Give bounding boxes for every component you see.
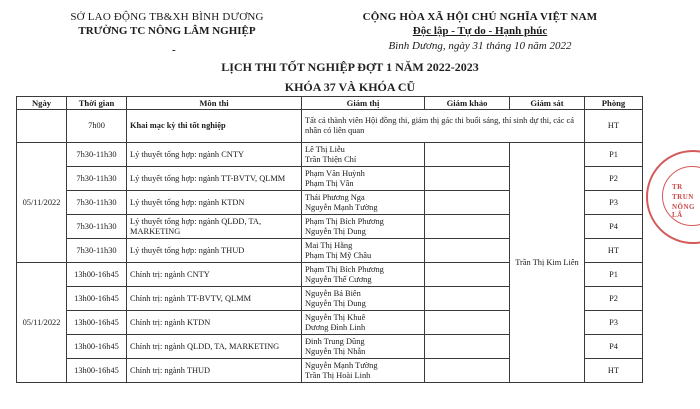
subject-cell: Chính trị: ngành TT-BVTV, QLMM [127, 287, 302, 311]
subject-cell: Lý thuyết tổng hợp: ngành KTDN [127, 191, 302, 215]
motto: Độc lập - Tự do - Hạnh phúc [412, 25, 548, 37]
invigilator-name: Nguyễn Thế Cương [305, 274, 372, 284]
header-right [330, 10, 630, 53]
room-cell: HT [585, 359, 643, 383]
invigilator-name: Phạm Văn Huỳnh [305, 168, 365, 178]
stamp-text: TRUN [672, 193, 694, 201]
col-header-time: Thời gian [67, 97, 127, 110]
invigilator-cell [302, 167, 425, 191]
invigilator-name: Nguyễn Thị Nhẫn [305, 346, 366, 356]
invigilator-cell [302, 287, 425, 311]
time-cell: 13h00-16h45 [67, 311, 127, 335]
invigilator-name: Nguyễn Mạnh Tường [305, 202, 378, 212]
room-cell: HT [585, 239, 643, 263]
time-cell: 7h30-11h30 [67, 143, 127, 167]
date-cell-morning: 05/11/2022 [17, 143, 67, 263]
invigilator-name: Dương Đình Linh [305, 322, 366, 332]
room-cell: P1 [585, 263, 643, 287]
invigilator-name: Phạm Thị Bích Phương [305, 264, 384, 274]
subject-cell: Lý thuyết tổng hợp: ngành TT-BVTV, QLMM [127, 167, 302, 191]
invigilator-name: Phạm Thị Vân [305, 178, 354, 188]
invigilator-cell: Tất cả thành viên Hội đồng thi, giám thị gác thi buổi sáng, thí sinh dự thi, các cá nhân có liên quan [302, 110, 585, 143]
date-cell-afternoon: 05/11/2022 [17, 263, 67, 383]
subject-cell: Chính trị: ngành THUD [127, 359, 302, 383]
invigilator-name: Nguyễn Thị Khuê [305, 312, 366, 322]
invigilator-cell [302, 143, 425, 167]
header-left [52, 10, 282, 38]
time-cell: 13h00-16h45 [67, 287, 127, 311]
room-cell: P4 [585, 335, 643, 359]
time-cell: 13h00-16h45 [67, 359, 127, 383]
invigilator-cell [302, 263, 425, 287]
examiner-cell [425, 287, 510, 311]
time-cell: 7h30-11h30 [67, 167, 127, 191]
supervisor-cell: Trần Thị Kim Liên [510, 143, 585, 383]
room-cell: P3 [585, 311, 643, 335]
invigilator-name: Phạm Thị Mỹ Châu [305, 250, 372, 260]
invigilator-name: Phạm Thị Bích Phương [305, 216, 384, 226]
time-cell: 7h00 [67, 110, 127, 143]
invigilator-name: Trần Thiện Chí [305, 154, 357, 164]
subject-cell: Lý thuyết tổng hợp: ngành THUD [127, 239, 302, 263]
table-row-opening [17, 110, 643, 143]
invigilator-name: Nguyễn Thị Dung [305, 298, 366, 308]
stamp-text: NÔNG LÂ [672, 203, 695, 219]
subject-cell: Chính trị: ngành KTDN [127, 311, 302, 335]
subject-cell: Lý thuyết tổng hợp: ngành QLĐD, TA, MARKETING [127, 215, 302, 239]
invigilator-name: Nguyễn Thị Dung [305, 226, 366, 236]
col-header-examiner: Giám khảo [425, 97, 510, 110]
examiner-cell [425, 143, 510, 167]
department-name: SỞ LAO ĐỘNG TB&XH BÌNH DƯƠNG [70, 11, 264, 23]
invigilator-cell [302, 239, 425, 263]
col-header-room: Phòng [585, 97, 643, 110]
examiner-cell [425, 215, 510, 239]
col-header-subject: Môn thi [127, 97, 302, 110]
subject-cell: Khai mạc kỳ thi tốt nghiệp [127, 110, 302, 143]
room-cell: P3 [585, 191, 643, 215]
invigilator-name: Trần Thị Hoài Linh [305, 370, 371, 380]
separator-mark: - [172, 44, 176, 56]
exam-schedule-table [16, 96, 643, 383]
invigilator-cell [302, 359, 425, 383]
invigilator-cell [302, 215, 425, 239]
examiner-cell [425, 359, 510, 383]
time-cell: 7h30-11h30 [67, 191, 127, 215]
examiner-cell [425, 191, 510, 215]
examiner-cell [425, 239, 510, 263]
page-subtitle: KHÓA 37 VÀ KHÓA CŨ [284, 80, 416, 94]
room-cell: P2 [585, 287, 643, 311]
date-line: Bình Dương, ngày 31 tháng 10 năm 2022 [388, 40, 572, 52]
invigilator-name: Nguyễn Bá Biên [305, 288, 361, 298]
examiner-cell [425, 167, 510, 191]
time-cell: 13h00-16h45 [67, 263, 127, 287]
invigilator-name: Nguyễn Mạnh Tường [305, 360, 378, 370]
room-cell: P1 [585, 143, 643, 167]
invigilator-cell [302, 191, 425, 215]
examiner-cell [425, 263, 510, 287]
time-cell: 13h00-16h45 [67, 335, 127, 359]
invigilator-name: Đinh Trung Dũng [305, 336, 365, 346]
time-cell: 7h30-11h30 [67, 215, 127, 239]
col-header-supervisor: Giám sát [510, 97, 585, 110]
invigilator-cell [302, 335, 425, 359]
country-name: CỘNG HÒA XÃ HỘI CHỦ NGHĨA VIỆT NAM [362, 11, 598, 23]
page-title: LỊCH THI TỐT NGHIỆP ĐỢT 1 NĂM 2022-2023 [221, 60, 479, 74]
examiner-cell [425, 335, 510, 359]
school-name: TRƯỜNG TC NÔNG LÂM NGHIỆP [78, 25, 256, 37]
col-header-invigilator: Giám thị [302, 97, 425, 110]
invigilator-name: Lê Thị Liễu [305, 144, 345, 154]
subject-cell: Lý thuyết tổng hợp: ngành CNTY [127, 143, 302, 167]
subject-cell: Chính trị: ngành CNTY [127, 263, 302, 287]
date-cell-empty [17, 110, 67, 143]
invigilator-name: Thái Phương Nga [305, 192, 365, 202]
invigilator-cell [302, 311, 425, 335]
time-cell: 7h30-11h30 [67, 239, 127, 263]
room-cell: HT [585, 110, 643, 143]
subject-cell: Chính trị: ngành QLDD, TA, MARKETING [127, 335, 302, 359]
table-header-row [17, 97, 643, 110]
room-cell: P2 [585, 167, 643, 191]
invigilator-name: Mai Thị Hằng [305, 240, 353, 250]
stamp-text: TR [672, 183, 683, 191]
room-cell: P4 [585, 215, 643, 239]
table-row [17, 143, 643, 167]
col-header-date: Ngày [17, 97, 67, 110]
examiner-cell [425, 311, 510, 335]
